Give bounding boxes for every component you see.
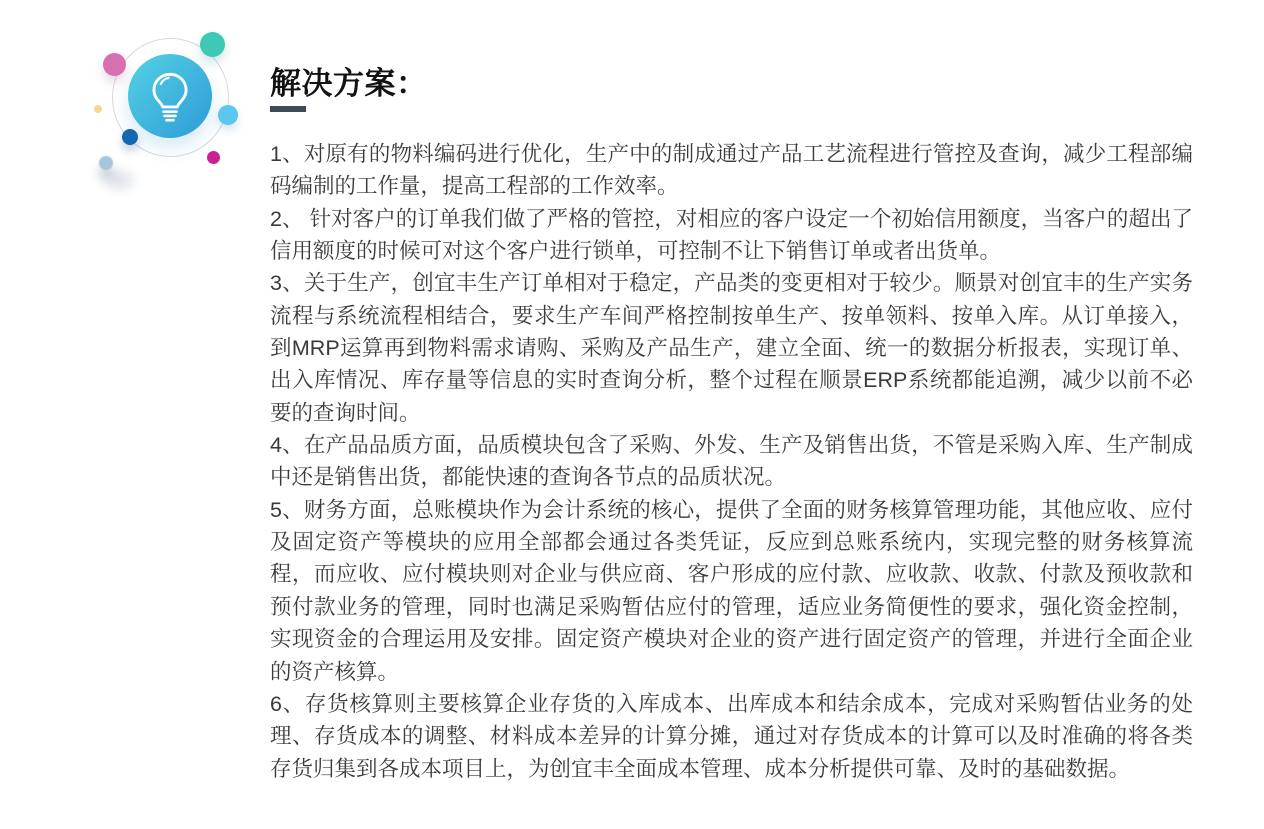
lightbulb-icon xyxy=(149,71,191,124)
steel-blue-dot xyxy=(99,156,113,170)
icon-circle xyxy=(128,54,212,138)
yellow-dot xyxy=(94,105,102,113)
solution-item-2: 2、 针对客户的订单我们做了严格的管控，对相应的客户设定一个初始信用额度，当客户的超出了信用额度的时候可对这个客户进行锁单，可控制不让下销售订单或者出货单。 xyxy=(270,206,1193,264)
solution-item-3: 3、关于生产，创宜丰生产订单相对于稳定，产品类的变更相对于较少。顺景对创宜丰的生产实务流程与系统流程相结合，要求生产车间严格控制按单生产、按单领料、按单入库。从订单接入，到MRP运算再到物料需求请购、采购及产品生产，建立全面、统一的数据分析报表，实现订单、出入库情况、库存量等信息的实时查询分析，整个过程在顺景ERP系统都能追溯，减少以前不必要的查询时间。 xyxy=(270,271,1193,425)
solution-item-4: 4、在产品品质方面，品质模块包含了采购、外发、生产及销售出货，不管是采购入库、生产制成中还是销售出货，都能快速的查询各节点的品质状况。 xyxy=(270,433,1193,490)
page-title: 解决方案： xyxy=(270,65,428,101)
solution-text xyxy=(270,138,1193,785)
solution-item-6: 6、存货核算则主要核算企业存货的入库成本、出库成本和结余成本，完成对采购暂估业务的处理、存货成本的调整、材料成本差异的计算分摊，通过对存货成本的计算可以及时准确的将各类存货归集到各成本项目上，为创宜丰全面成本管理、成本分析提供可靠、及时的基础数据。 xyxy=(270,691,1193,781)
teal-dot xyxy=(200,32,225,57)
solution-item-5: 5、财务方面，总账模块作为会计系统的核心，提供了全面的财务核算管理功能，其他应收、应付及固定资产等模块的应用全部都会通过各类凭证，反应到总账系统内，实现完整的财务核算流程，而应收、应付模块则对企业与供应商、客户形成的应付款、应收款、收款、付款及预收款和预付款业务的管理，同时也满足采购暂估应付的管理，适应业务简便性的要求，强化资金控制，实现资金的合理运用及安排。固定资产模块对企业的资产进行固定资产的管理，并进行全面企业的资产核算。 xyxy=(270,497,1193,684)
magenta-dot xyxy=(207,151,220,164)
sky-blue-dot xyxy=(218,105,238,125)
title-underline xyxy=(270,106,306,112)
dark-blue-dot xyxy=(122,129,138,145)
solution-item-1: 1、对原有的物料编码进行优化，生产中的制成通过产品工艺流程进行管控及查询，减少工程部编码编制的工作量，提高工程部的工作效率。 xyxy=(270,142,1193,199)
pink-dot xyxy=(103,53,126,76)
lightbulb-icon-group xyxy=(88,28,248,196)
